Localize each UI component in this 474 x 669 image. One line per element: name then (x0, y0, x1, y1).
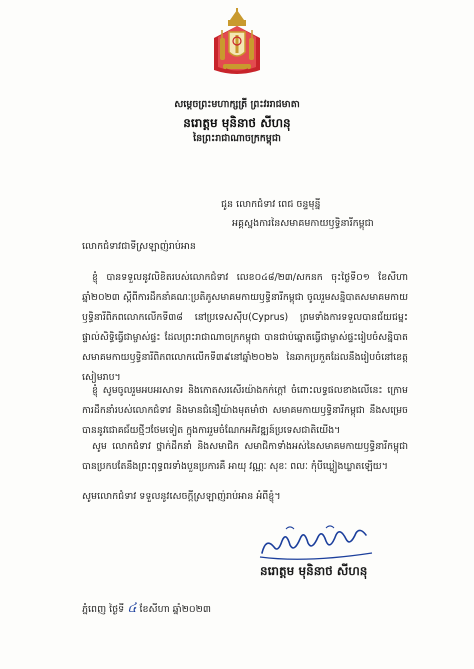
body-paragraph: សូម លោកជំទាវ ថ្នាក់ដឹកនាំ និងសមាជិក សមាជិកាទាំងអស់នៃសមាគមកាយឫទ្ធិនារីកម្ពុជា បានប្រកបតែនឹងព្រះពុទ្ធពរទាំងបួនប្រការគឺ អាយុ វណ្ណៈ សុខៈ ពលៈ កុំបីឃ្លៀងឃ្លាតឡើយ។ (82, 441, 408, 472)
date-month-year: ខែសីហា ឆ្នាំ២០២៣ (139, 604, 211, 615)
date-day: ៤ (127, 601, 137, 616)
salutation: លោកជំទាវជាទីស្រឡាញ់រាប់អាន (82, 241, 196, 252)
recipient-name: ជូន លោកជំទាវ ពេជ ចន្ទមុន្នី (221, 199, 321, 210)
date-line (82, 600, 211, 619)
royal-coat-of-arms-icon (208, 8, 266, 78)
handwritten-signature (256, 523, 378, 563)
date-place: ភ្នំពេញ ថ្ងៃទី (82, 604, 125, 615)
closing-line: សូមលោកជំទាវ ទទួលនូវសេចក្តីស្រឡាញ់រាប់អាន អំពីខ្ញុំ។ (82, 491, 281, 502)
recipient-title: អគ្គស្នងការនៃសមាគមកាយឫទ្ធិនារីកម្ពុជា (232, 218, 374, 229)
signatory-name: នរោត្តម មុនិនាថ សីហនុ (260, 564, 368, 578)
header-title-line: សម្តេចព្រះមហាក្សត្រី ព្រះវររាជមាតា (174, 99, 300, 110)
body-paragraph: ខ្ញុំ សូមចូលរួមអបអរសាទរ និងកោតសរសើរយ៉ាងកក់ក្តៅ ចំពោះលទ្ធផលខាងលើនេះ ក្រោមការដឹកនាំរបស់លោកជំទាវ និងមានជំនឿយ៉ាងមុតមាំថា សមាគមកាយឫទ្ធិនារីកម្ពុជា នឹងសម្រេចបាននូវជោគជ័យថ្មីៗថែមទៀត ក្នុងការរួមចំណែកអភិវឌ្ឍន៍ប្រទេសជាតិយើង។ (82, 385, 408, 436)
header-name-line: នរោត្តម មុនិនាថ សីហនុ (183, 116, 291, 130)
header-kingdom-line: នៃព្រះរាជាណាចក្រកម្ពុជា (193, 133, 281, 144)
body-paragraph: ខ្ញុំ បានទទួលនូវលិខិតរបស់លោកជំទាវ លេខ០៤៨/២៣/សកនក ចុះថ្ងៃទី០១ ខែសីហា ឆ្នាំ២០២៣ ស្តីពីការដឹកនាំគណៈប្រតិភូសមាគមកាយឫទ្ធិនារីកម្ពុជា ចូលរួមសន្និបាតសមាគមកាយឫទ្ធិនារីពិភពលោកលើកទី៣៨ នៅប្រទេសស៊ីប(Cyprus) ព្រមទាំងការទទួលបានជ័យជម្នះផ្ទាល់សិទ្ធិធ្វើជាម្ចាស់ផ្ទះ ដែលព្រះរាជាណាចក្រកម្ពុជា បានជាប់ឆ្នោតធ្វើជាម្ចាស់ផ្ទះរៀបចំសន្និបាតសមាគមកាយឫទ្ធិនារីពិភពលោកលើកទី៣៩នៅឆ្នាំ២០២៦ នៃឆាកប្រកួតដែលនឹងរៀបចំនៅខេត្តសៀមរាប។ (82, 272, 408, 383)
